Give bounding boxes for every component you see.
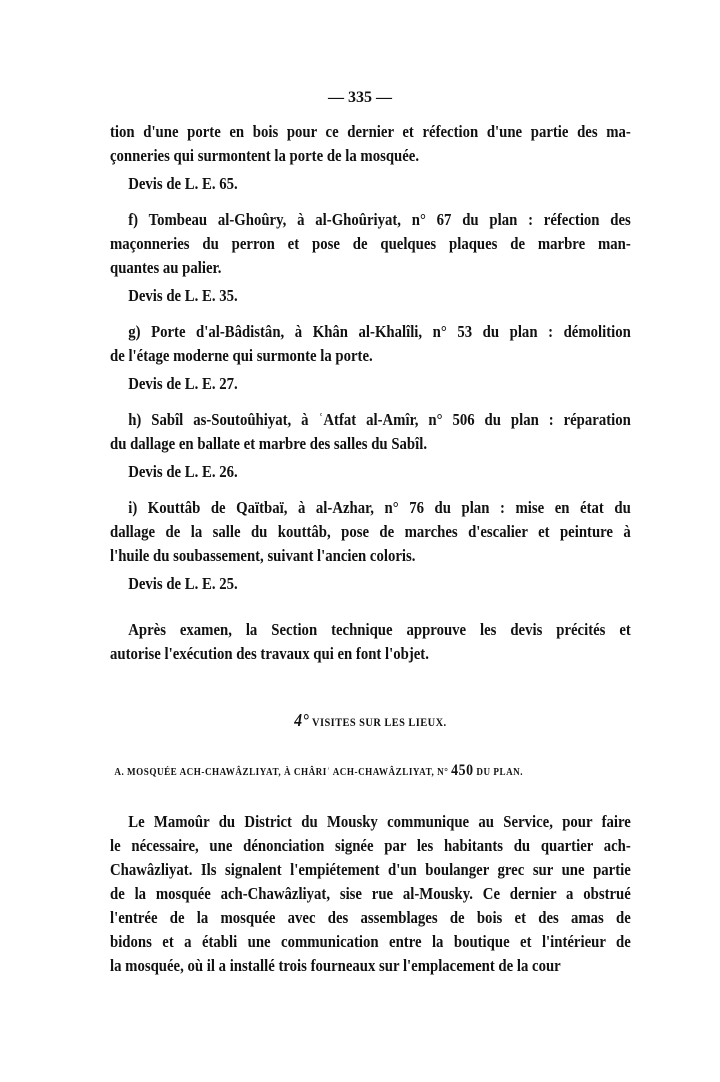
paragraph	[110, 372, 631, 396]
text-line: la mosquée, où il a installé trois fourneaux sur l'emplacement de la cour	[110, 956, 561, 975]
paragraph	[110, 810, 631, 978]
paragraph	[110, 320, 631, 368]
text-line: f) Tombeau al-Ghoûry, à al-Ghoûriyat, n° 67 du plan : réfection des	[128, 210, 631, 229]
section-number: 4°	[294, 710, 310, 730]
text-line: Après examen, la Section technique approuve les devis précités et	[128, 620, 631, 639]
paragraph	[110, 408, 631, 456]
text-line: Devis de L. E. 35.	[128, 286, 238, 305]
paragraph	[110, 618, 631, 666]
paragraph	[110, 496, 631, 568]
text-line: bidons et a établi une communication entre la boutique et l'intérieur de	[110, 932, 631, 951]
text-line: autorise l'exécution des travaux qui en font l'objet.	[110, 644, 429, 663]
text-line: çonneries qui surmontent la porte de la mosquée.	[110, 146, 420, 165]
paragraph	[110, 284, 631, 308]
paragraph	[110, 120, 631, 168]
text-line: Devis de L. E. 27.	[128, 374, 238, 393]
paragraph	[110, 460, 631, 484]
paragraph	[110, 572, 631, 596]
text-line: Chawâzliyat. Ils signalent l'empiétement d'un boulanger grec sur une partie	[110, 860, 631, 879]
subheading-tail: DU PLAN.	[476, 767, 524, 778]
text-line: Devis de L. E. 65.	[128, 174, 238, 193]
text-line: Devis de L. E. 26.	[128, 462, 238, 481]
text-line: Devis de L. E. 25.	[128, 574, 238, 593]
subheading-line	[110, 759, 631, 783]
text-line: h) Sabîl as-Soutoûhiyat, à ʿAtfat al-Amîr, n° 506 du plan : réparation	[128, 410, 631, 429]
text-line: l'huile du soubassement, suivant l'ancien coloris.	[110, 546, 416, 565]
text-line: de l'étage moderne qui surmonte la porte.	[110, 346, 373, 365]
subheading-text: A. MOSQUÉE ACH-CHAWÂZLIYAT, À CHÂRIʿ ACH-CHAWÂZLIYAT, N°	[114, 767, 449, 778]
text-line: dallage de la salle du kouttâb, pose de marches d'escalier et peinture à	[110, 522, 631, 541]
paragraph	[110, 208, 631, 280]
subsection-heading	[110, 759, 631, 783]
text-line: g) Porte d'al-Bâdistân, à Khân al-Khalîli, n° 53 du plan : démolition	[128, 322, 631, 341]
text-line: tion d'une porte en bois pour ce dernier et réfection d'une partie des ma-	[110, 122, 631, 141]
text-line: de la mosquée ach-Chawâzliyat, sise rue al-Mousky. Ce dernier a obstrué	[110, 884, 631, 903]
text-line: du dallage en ballate et marbre des salles du Sabîl.	[110, 434, 428, 453]
plan-number: 450	[451, 762, 474, 779]
text-line: Le Mamoûr du District du Mousky communique au Service, pour faire	[128, 812, 631, 831]
page-number: — 335 —	[328, 89, 392, 106]
section-heading	[110, 708, 631, 732]
text-line: maçonneries du perron et pose de quelques plaques de marbre man-	[110, 234, 631, 253]
heading-text: VISITES SUR LES LIEUX.	[311, 715, 447, 729]
text-line: i) Kouttâb de Qaïtbaï, à al-Azhar, n° 76 du plan : mise en état du	[128, 498, 631, 517]
paragraph	[110, 172, 631, 196]
text-line: le nécessaire, une dénonciation signée par les habitants du quartier ach-	[110, 836, 631, 855]
page-body	[110, 120, 631, 978]
text-line: l'entrée de la mosquée avec des assemblages de bois et des amas de	[110, 908, 631, 927]
text-line: quantes au palier.	[110, 258, 222, 277]
heading-line	[110, 708, 631, 732]
